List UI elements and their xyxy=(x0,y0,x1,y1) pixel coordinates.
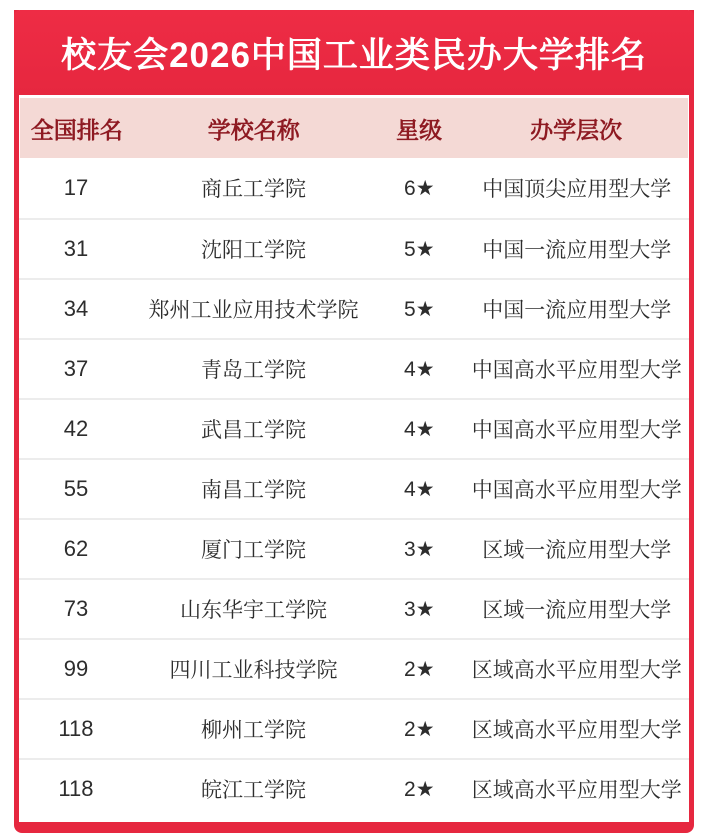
column-header-national-rank: 全国排名 xyxy=(30,116,123,143)
school-name-cell: 南昌工学院 xyxy=(200,479,306,502)
level-cell: 区域高水平应用型大学 xyxy=(471,659,682,682)
table-row xyxy=(19,218,689,278)
school-name-cell: 郑州工业应用技术学院 xyxy=(148,299,359,322)
star-rating-cell: 4★ xyxy=(404,477,435,501)
table-row xyxy=(19,338,689,398)
column-header-education-level: 办学层次 xyxy=(530,116,623,143)
column-header-school-name: 学校名称 xyxy=(207,116,300,143)
level-cell: 中国高水平应用型大学 xyxy=(471,419,682,442)
star-rating-cell: 3★ xyxy=(404,597,435,621)
column-header-star-rating: 星级 xyxy=(396,116,443,143)
school-name-cell: 青岛工学院 xyxy=(200,359,306,382)
rank-cell: 37 xyxy=(63,356,89,381)
rank-cell: 118 xyxy=(58,776,94,801)
rank-cell: 99 xyxy=(63,656,89,681)
school-name-cell: 山东华宇工学院 xyxy=(179,599,327,622)
school-name-cell: 沈阳工学院 xyxy=(200,239,306,262)
star-rating-cell: 6★ xyxy=(404,176,435,200)
table-row xyxy=(19,278,689,338)
table-body xyxy=(19,158,689,818)
star-rating-cell: 5★ xyxy=(404,297,435,321)
rank-cell: 31 xyxy=(63,236,89,261)
star-rating-cell: 4★ xyxy=(404,357,435,381)
level-cell: 中国一流应用型大学 xyxy=(482,299,672,322)
level-cell: 中国一流应用型大学 xyxy=(482,239,672,262)
star-rating-cell: 4★ xyxy=(404,417,435,441)
rank-cell: 73 xyxy=(63,596,89,621)
table-row xyxy=(19,578,689,638)
red-frame xyxy=(14,10,694,833)
rank-cell: 55 xyxy=(63,476,89,501)
rank-cell: 118 xyxy=(58,716,94,741)
page-title: 校友会2026中国工业类民办大学排名 xyxy=(61,35,647,75)
star-rating-cell: 5★ xyxy=(404,237,435,261)
level-cell: 中国高水平应用型大学 xyxy=(471,359,682,382)
star-rating-cell: 3★ xyxy=(404,537,435,561)
title-banner xyxy=(14,10,694,95)
level-cell: 区域一流应用型大学 xyxy=(482,539,672,562)
table-row xyxy=(19,518,689,578)
level-cell: 区域高水平应用型大学 xyxy=(471,719,682,742)
star-rating-cell: 2★ xyxy=(404,717,435,741)
school-name-cell: 四川工业科技学院 xyxy=(169,659,338,682)
table-row xyxy=(19,458,689,518)
level-cell: 区域高水平应用型大学 xyxy=(471,779,682,802)
star-rating-cell: 2★ xyxy=(404,777,435,801)
level-cell: 中国顶尖应用型大学 xyxy=(482,178,672,201)
school-name-cell: 厦门工学院 xyxy=(200,539,306,562)
rank-cell: 34 xyxy=(63,296,89,321)
table-row xyxy=(19,638,689,698)
school-name-cell: 皖江工学院 xyxy=(200,779,306,802)
table-header-row xyxy=(20,98,688,158)
table-row xyxy=(19,758,689,818)
rank-cell: 62 xyxy=(63,536,89,561)
table-row xyxy=(19,158,689,218)
level-cell: 中国高水平应用型大学 xyxy=(471,479,682,502)
school-name-cell: 武昌工学院 xyxy=(200,419,306,442)
table-row xyxy=(19,698,689,758)
level-cell: 区域一流应用型大学 xyxy=(482,599,672,622)
school-name-cell: 商丘工学院 xyxy=(200,178,306,201)
rank-cell: 17 xyxy=(63,175,89,200)
school-name-cell: 柳州工学院 xyxy=(200,719,306,742)
table-row xyxy=(19,398,689,458)
star-rating-cell: 2★ xyxy=(404,657,435,681)
rank-cell: 42 xyxy=(63,416,89,441)
